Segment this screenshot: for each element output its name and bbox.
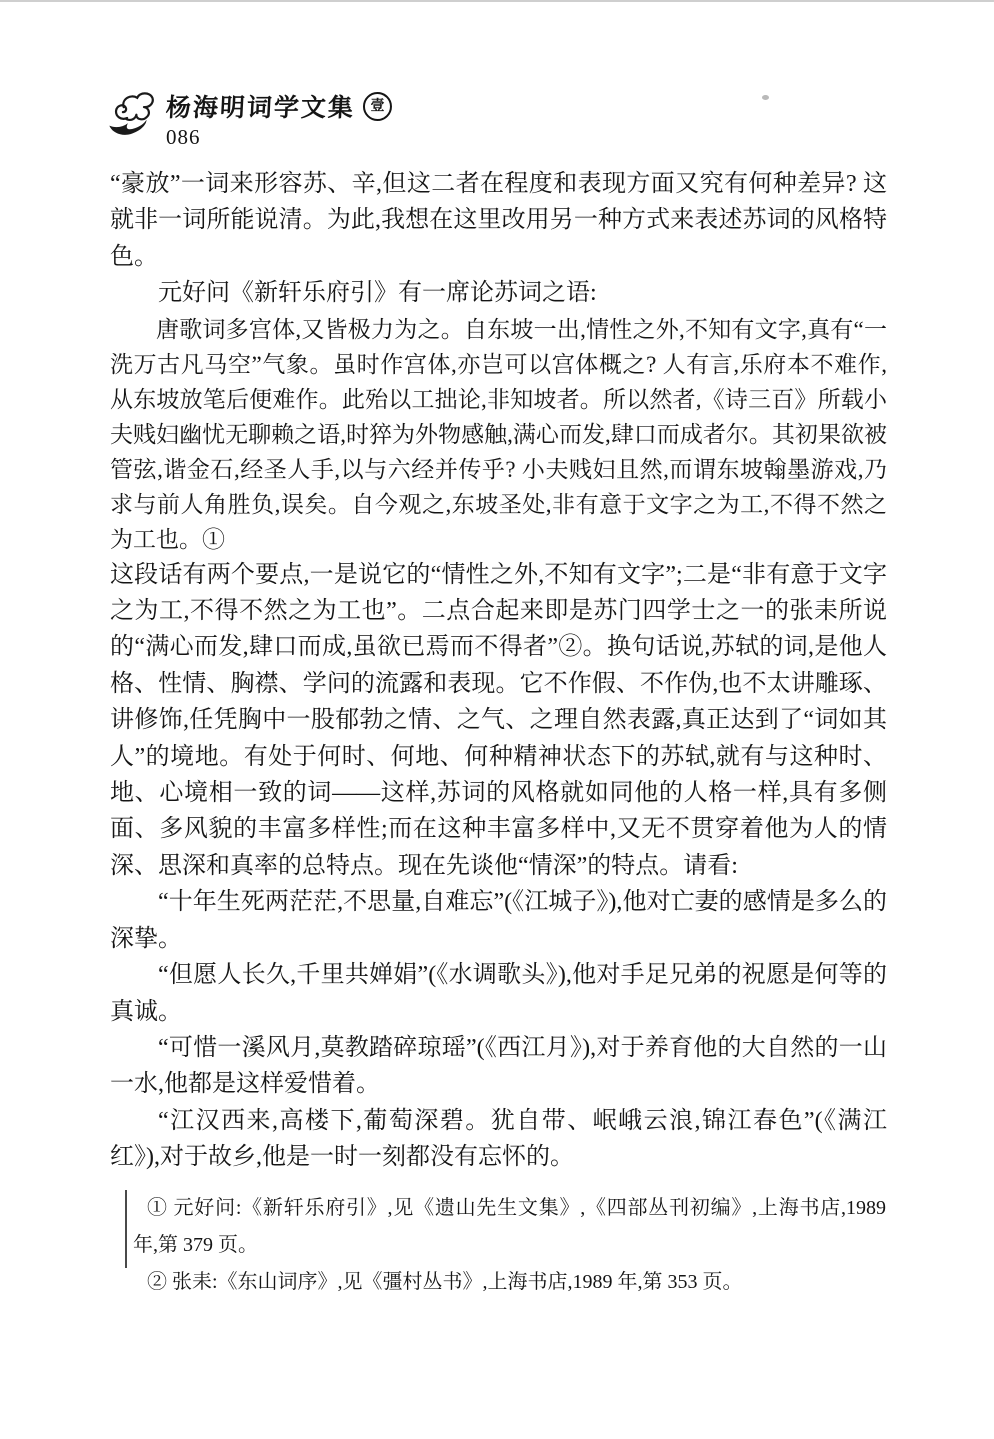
footnote-1: ① 元好问:《新轩乐府引》,见《遗山先生文集》,《四部丛刊初编》,上海书店,1989 年,第 379 页。 [133,1197,886,1256]
example-jiangchengzi: “十年生死两茫茫,不思量,自难忘”(《江城子》),他对亡妻的感情是多么的深挚。 [110,889,887,952]
paragraph-analysis: 这段话有两个要点,一是说它的“情性之外,不知有文字”;二是“非有意于文字之为工,不得不然之为工也”。二点合起来即是苏门四学士之一的张耒所说的“满心而发,肆口而成,虽欲已焉而不得者”②。换句话说,苏轼的词,是他人格、性情、胸襟、学问的流露和表现。它不作假、不作伪,也不太讲雕琢、讲修饰,任凭胸中一股郁勃之情、之气、之理自然表露,真正达到了“词如其人”的境地。有处于何时、何地、何种精神状态下的苏轼,就有与这种时、地、心境相一致的词——这样,苏词的风格就如同他的人格一样,具有多侧面、多风貌的丰富多样性;而在这种丰富多样中,又无不贯穿着他为人的情深、思深和真率的总特点。现在先谈他“情深”的特点。请看: [110,561,887,879]
example-xijiangyue: “可惜一溪风月,莫教踏碎琼瑶”(《西江月》),对于养育他的大自然的一山一水,他都是这样爱惜着。 [110,1034,887,1098]
running-header [106,88,392,150]
header-text [166,88,392,150]
footnotes [133,1190,886,1301]
paragraph-opening: “豪放”一词来形容苏、辛,但这二者在程度和表现方面又究有何种差异? 这就非一词所能说清。为此,我想在这里改用另一种方式来表述苏词的风格特色。 [110,171,887,270]
page-number: 086 [166,125,201,149]
example-manjianghong: “江汉西来,高楼下,葡萄深碧。犹自带、岷峨云浪,锦江春色”(《满江红》),对于故乡,他是一时一刻都没有忘怀的。 [110,1107,887,1171]
cloud-motif-icon [106,88,160,138]
book-title-row [165,88,393,124]
paragraph-intro: 元好问《新轩乐府引》有一席论苏词之语: [158,280,597,307]
body-text [110,166,887,1176]
book-title: 杨海明词学文集 [165,95,356,122]
scan-speck-artifact [762,95,769,100]
quote-block: 唐歌词多宫体,又皆极力为之。自东坡一出,情性之外,不知有文字,真有“一洗万古凡马空”气象。虽时作宫体,亦岂可以宫体概之? 人有言,乐府本不难作,从东坡放笔后便难作。此殆以工拙论,非知坡者。所以然者,《诗三百》所载小夫贱妇幽忧无聊赖之语,时猝为外物感触,满心而发,肆口而成者尔。其初果欲被管弦,谐金石,经圣人手,以与六经并传乎? 小夫贱妇且然,而谓东坡翰墨游戏,乃求与前人角胜负,误矣。自今观之,东坡圣处,非有意于文字之为工,不得不然之为工也。① [110,316,887,552]
footnote-2: ② 张耒:《东山词序》,见《彊村丛书》,上海书店,1989 年,第 353 页。 [147,1271,743,1293]
volume-badge: 壹 [363,92,392,121]
scan-edge-artifact [0,0,994,2]
footnote-divider-bar [125,1190,127,1268]
example-shuidiaogetou: “但愿人长久,千里共婵娟”(《水调歌头》),他对手足兄弟的祝愿是何等的真诚。 [110,962,887,1025]
